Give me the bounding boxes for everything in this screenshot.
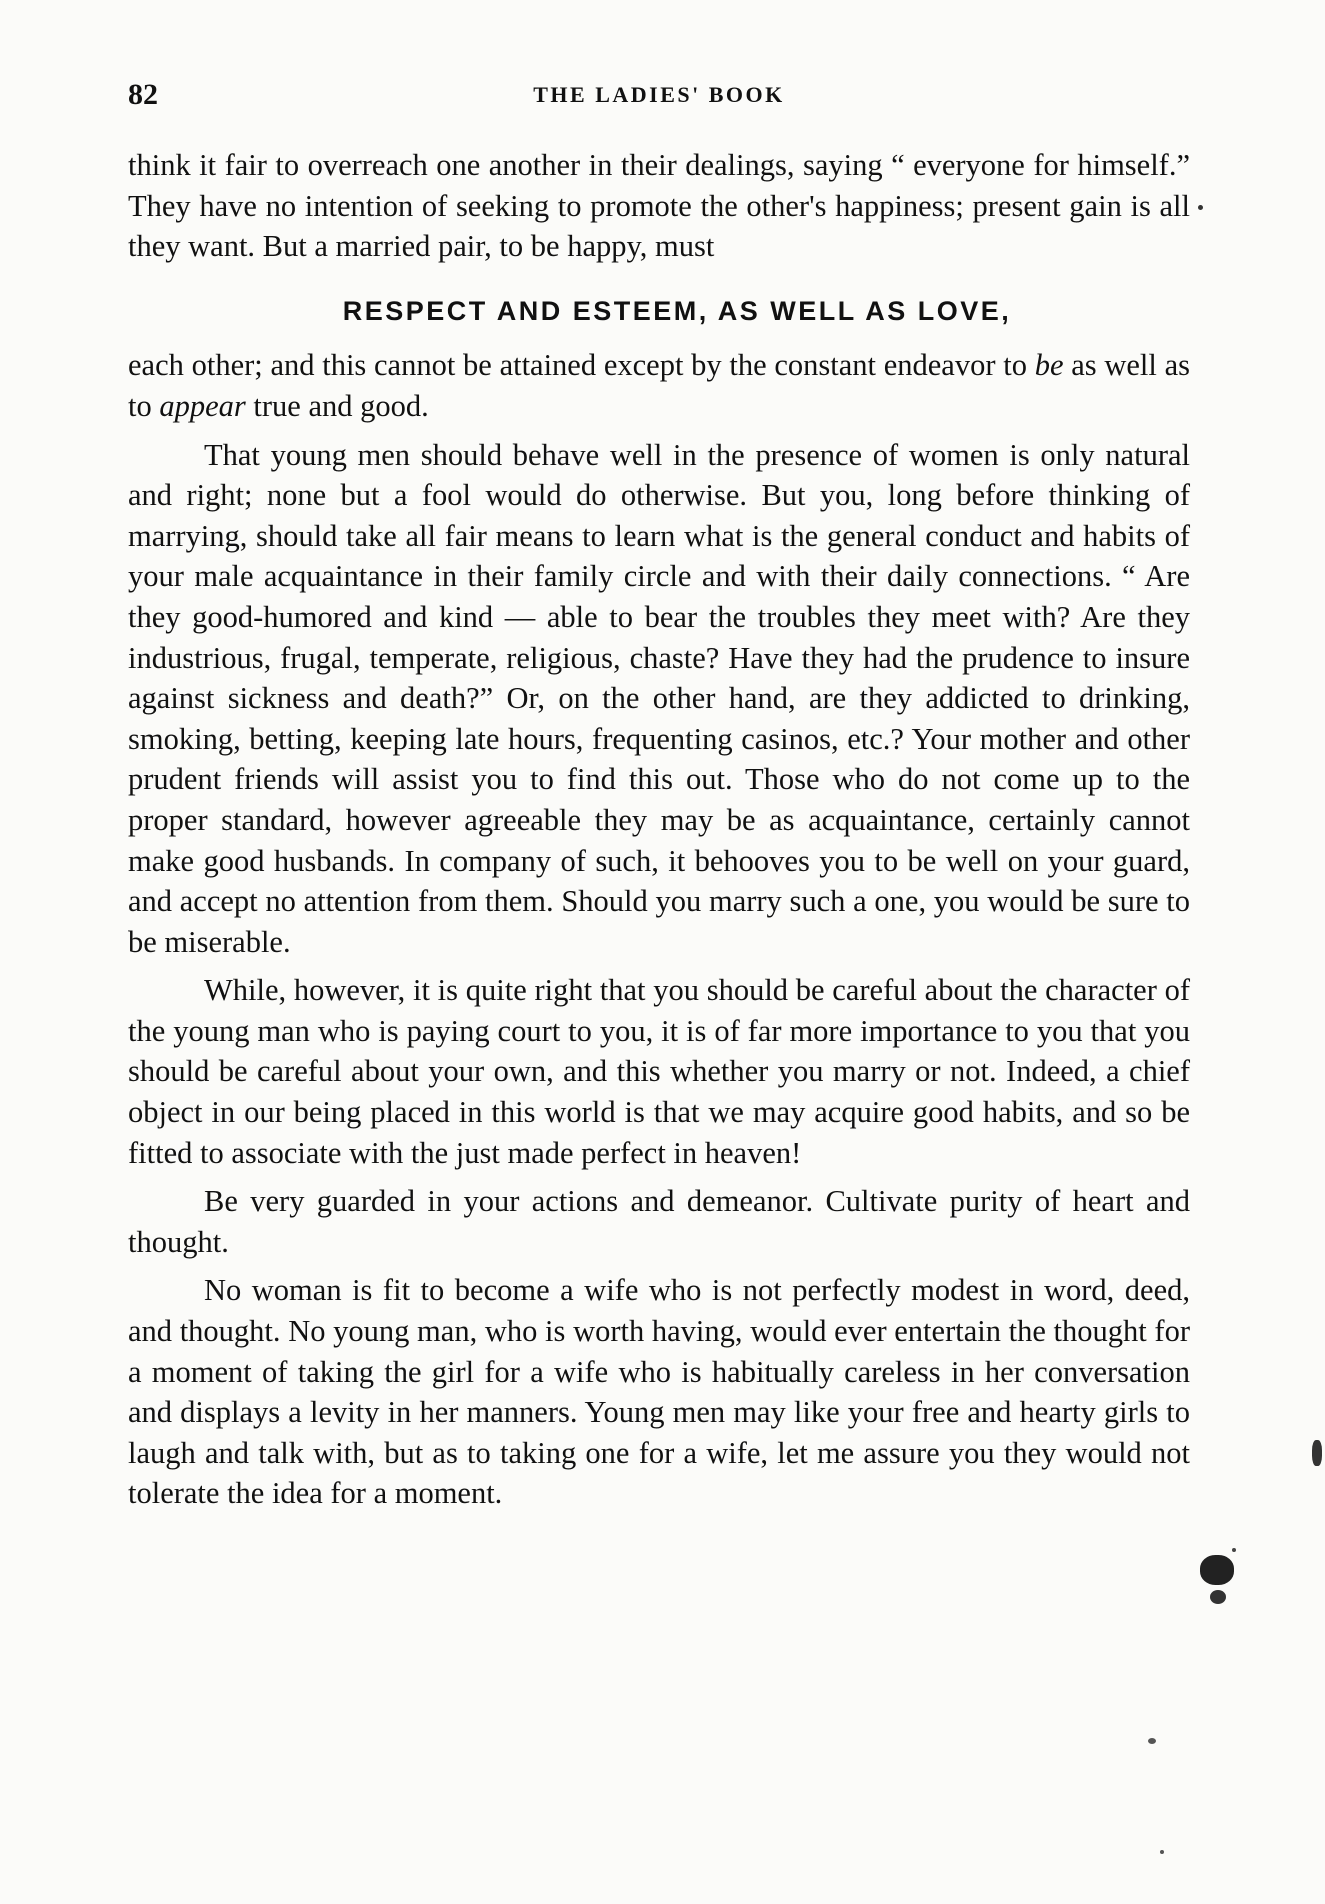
italic-appear: appear [159, 388, 246, 423]
text-span: as well as to [128, 348, 1190, 423]
section-heading: RESPECT AND ESTEEM, AS WELL AS LOVE, [342, 295, 1012, 326]
text-span: true and good. [245, 388, 429, 423]
page-number: 82 [128, 78, 158, 111]
italic-be: be [1034, 348, 1064, 383]
page-body [128, 145, 1190, 1514]
continuation-paragraph: think it fair to overreach one another in their dealings, saying “ everyone for himself.” They have no intention of seeking to promote the other's happiness; present gain is all they want. But a married pair, to be happy, must [128, 148, 1190, 264]
paragraph-young-men: That young men should behave well in the presence of women is only natural and right; none but a fool would do otherwise. But you, long before thinking of marrying, should take all fair means to learn what is the general conduct and habits of your male acquaintance in their family circle and with their daily connections. “ Are they good-humored and kind — able to bear the troubles they meet with? Are they industrious, frugal, temperate, religious, chaste? Have they had the prudence to insure against sickness and death?” Or, on the other hand, are they addicted to drinking, smoking, betting, keeping late hours, frequenting casinos, etc.? Your mother and other prudent friends will assist you to find this out. Those who do not come up to the proper standard, however agreeable they may be as acquaintance, certainly cannot make good husbands. In company of such, it behooves you to be well on your guard, and accept no attention from them. Should you marry such a one, you would be sure to be miserable. [128, 437, 1190, 959]
ink-speck [1148, 1738, 1156, 1744]
paragraph-guarded: Be very guarded in your actions and demeanor. Cultivate purity of heart and thought. [128, 1184, 1190, 1259]
heading-continuation-paragraph [128, 345, 1190, 426]
paragraph-modest: No woman is fit to become a wife who is not perfectly modest in word, deed, and thought. No young man, who is worth having, would ever entertain the thought for a moment of taking the girl for a wife who is habitually careless in her conversation and displays a levity in her manners. Young men may like your free and hearty girls to laugh and talk with, but as to taking one for a wife, let me assure you they would not tolerate the idea for a moment. [128, 1273, 1190, 1511]
ink-speck [1312, 1440, 1322, 1466]
text-span: each other; and this cannot be attained except by the constant endeavor to [128, 348, 1035, 383]
page-header [128, 78, 1190, 118]
running-title: THE LADIES' BOOK [533, 82, 785, 107]
paragraph-character: While, however, it is quite right that you should be careful about the character of the young man who is paying court to you, it is of far more importance to you that you should be careful about your own, and this whether you marry or not. Indeed, a chief object in our being placed in this world is that we may acquire good habits, and so be fitted to associate with the just made perfect in heaven! [128, 973, 1190, 1170]
ink-speck [1198, 205, 1203, 210]
ink-speck [1160, 1850, 1164, 1854]
ink-speck [1232, 1548, 1236, 1552]
ink-speck [1210, 1590, 1226, 1604]
ink-speck [1200, 1555, 1234, 1585]
